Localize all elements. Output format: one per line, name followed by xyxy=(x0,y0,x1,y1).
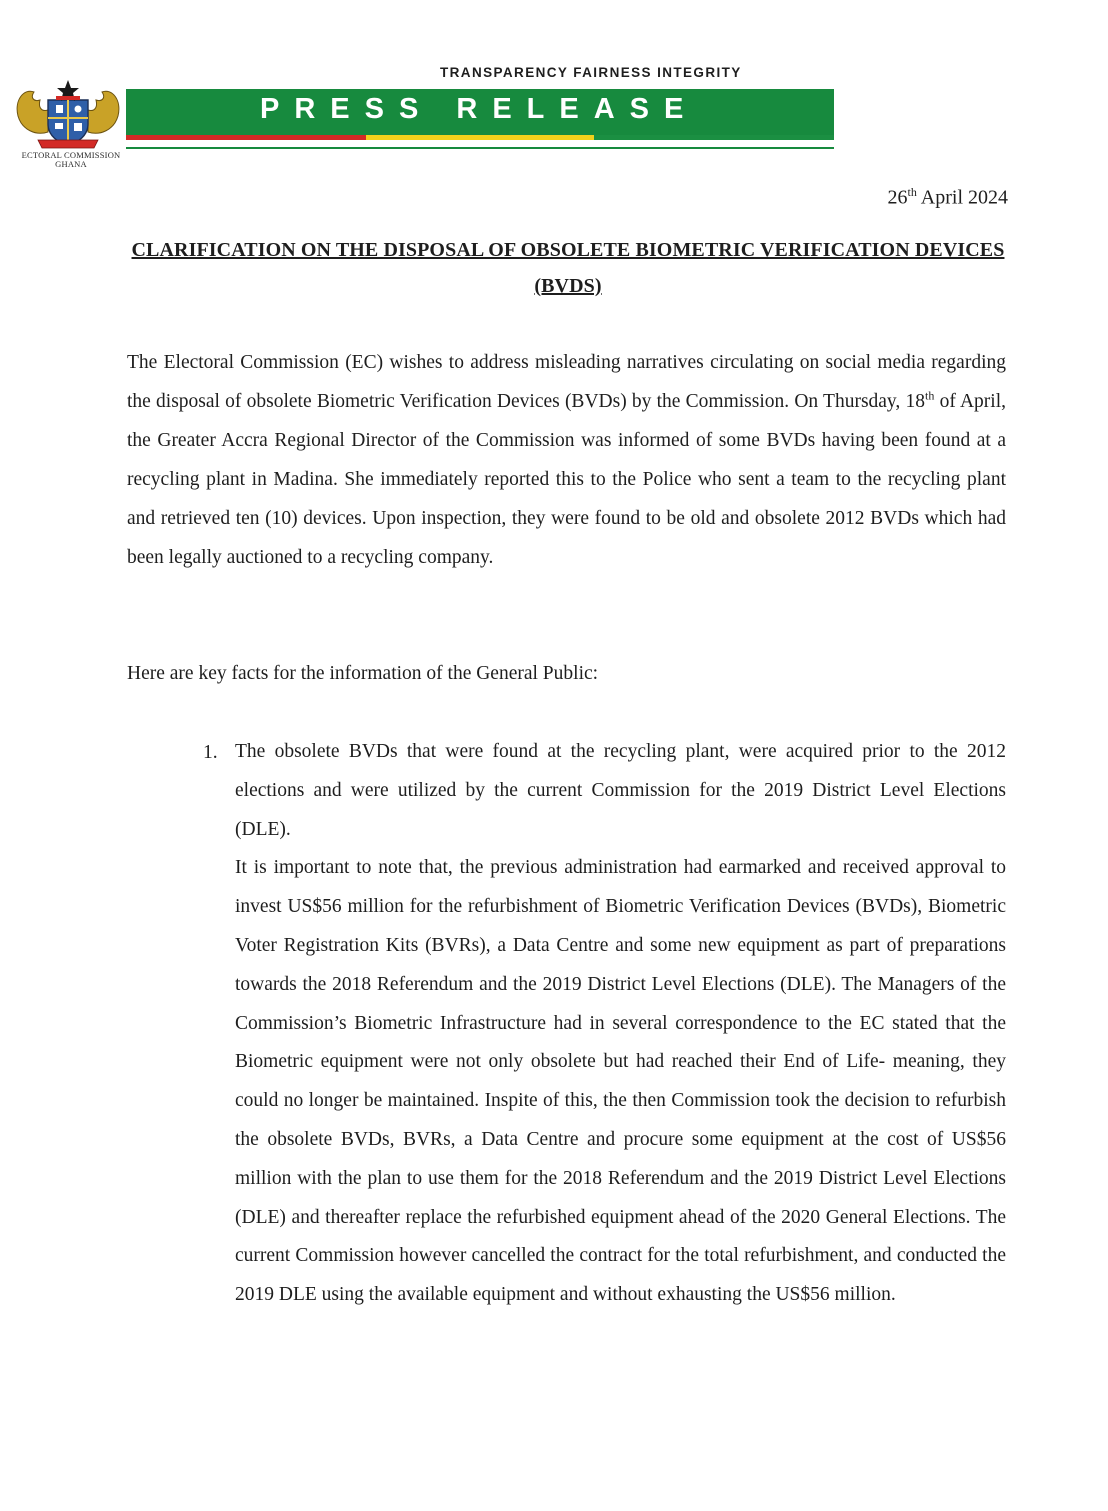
fact-number: 1. xyxy=(203,742,218,763)
fact-item xyxy=(235,733,1006,1315)
intro-part-1: The Electoral Commission (EC) wishes to address misleading narratives circulating on social media regarding the disposal of obsolete Biometric Verification Devices (BVDs) by the Commission. On Thursday, 18 xyxy=(127,352,1006,412)
flag-stripe-green xyxy=(594,135,834,140)
document-heading: CLARIFICATION ON THE DISPOSAL OF OBSOLETE BIOMETRIC VERIFICATION DEVICES (BVDS) xyxy=(131,239,1005,297)
ghana-coat-of-arms-icon xyxy=(12,78,124,150)
press-release-banner xyxy=(126,89,834,135)
flag-stripe-yellow xyxy=(366,135,594,140)
fact-paragraph: It is important to note that, the previous administration had earmarked and received approval to invest US$56 million for the refurbishment of Biometric Verification Devices (BVDs), Biometric Voter Registration Kits (BVRs), a Data Centre and some new equipment as part of preparations towards the 2018 Referendum and the 2019 District Level Elections (DLE). The Managers of the Commission’s Biometric Infrastructure had in several correspondence to the EC stated that the Biometric equipment were not only obsolete but had reached their End of Life- meaning, they could no longer be maintained. Inspite of this, the then Commission took the decision to refurbish the obsolete BVDs, BVRs, a Data Centre and procure some equipment at the cost of US$56 million with the plan to use them for the 2018 Referendum and the 2019 District Level Elections (DLE) and thereafter replace the refurbished equipment ahead of the 2020 General Elections. The current Commission however cancelled the contract for the total refurbishment, and conducted the 2019 DLE using the available equipment and without exhausting the US$56 million. xyxy=(235,857,1006,1306)
banner-title: PRESS RELEASE xyxy=(260,93,699,125)
intro-part-2: of April, the Greater Accra Regional Director of the Commission was informed of some BVDs having been found at a recycling plant in Madina. She immediately reported this to the Police who sent a team to the recycling plant and retrieved ten (10) devices. Upon inspection, they were found to be old and obsolete 2012 BVDs which had been legally auctioned to a recycling company. xyxy=(127,391,1006,568)
banner-underline xyxy=(126,147,834,149)
intro-sup: th xyxy=(925,388,935,403)
facts-intro: Here are key facts for the information of the General Public: xyxy=(127,663,599,684)
motto-text: TRANSPARENCY FAIRNESS INTEGRITY xyxy=(440,65,742,80)
commission-logo xyxy=(8,78,128,170)
release-date xyxy=(888,185,1008,210)
date-day: 26 xyxy=(887,186,908,209)
fact-paragraph: The obsolete BVDs that were found at the recycling plant, were acquired prior to the 2012 elections and were utilized by the current Commission for the 2019 District Level Elections (DLE). xyxy=(235,741,1006,840)
intro-paragraph xyxy=(127,343,1006,577)
date-suffix: th xyxy=(907,185,917,199)
flag-stripe-red xyxy=(126,135,366,140)
logo-caption: ECTORAL COMMISSION GHANA xyxy=(21,150,121,169)
date-rest: April 2024 xyxy=(920,186,1008,209)
